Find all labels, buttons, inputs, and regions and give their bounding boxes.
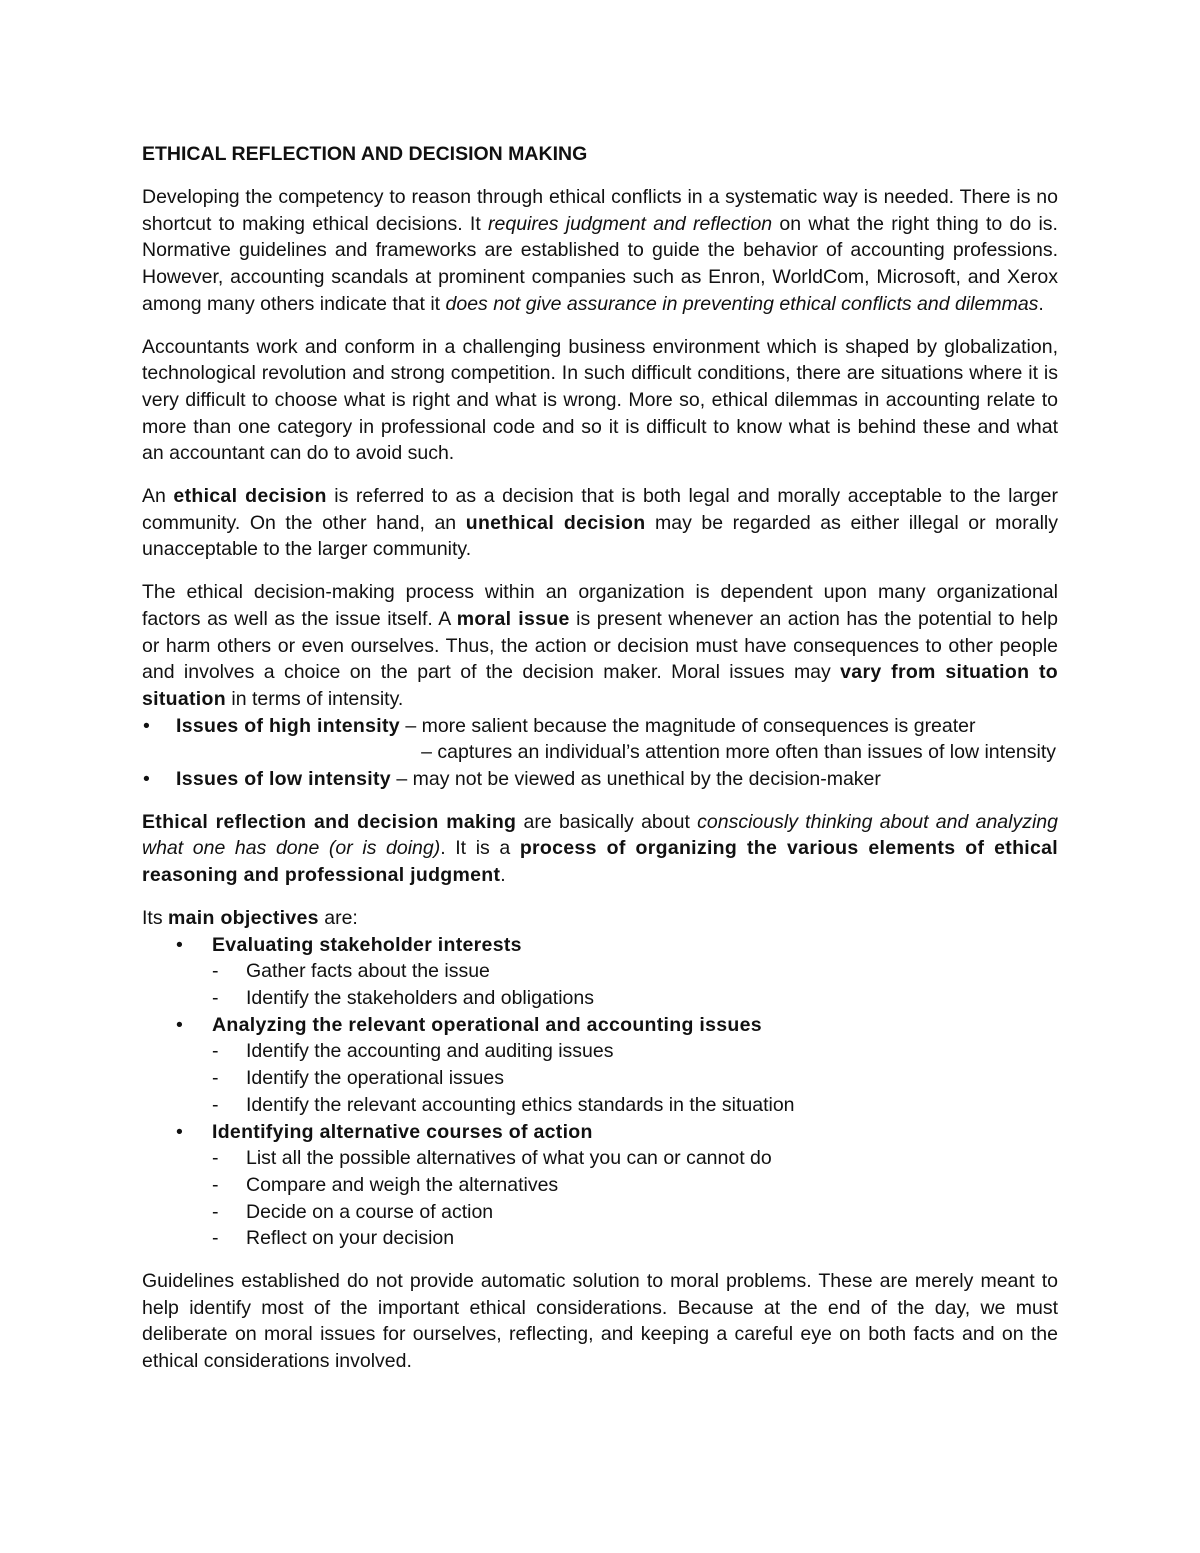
- text-run: .: [1038, 292, 1044, 315]
- document-title: ETHICAL REFLECTION AND DECISION MAKING: [142, 143, 588, 165]
- sub-item-text: Gather facts about the issue: [246, 960, 490, 983]
- objective-label: Identifying alternative courses of action: [212, 1120, 593, 1143]
- text-run: The ethical decision-making process within an organization is dependent upon many organizational factors as well as the issue itself. A: [142, 581, 1058, 630]
- bullet-icon: •: [143, 768, 150, 791]
- term-vary: vary from situation to situation: [142, 661, 1058, 710]
- term-low-intensity: Issues of low intensity: [176, 768, 391, 791]
- sub-item-text: Compare and weigh the alternatives: [246, 1173, 559, 1196]
- objective-item: [142, 1119, 1058, 1253]
- emphasis-run: requires judgment and reflection: [488, 212, 773, 235]
- sub-item: [212, 985, 1058, 1012]
- dash-icon: -: [212, 1227, 219, 1250]
- emphasis-run: consciously thinking about and analyzing what one has done (or is doing): [142, 810, 1058, 860]
- text-run: – may not be viewed as unethical by the decision-maker: [390, 768, 881, 791]
- text-run: .: [500, 864, 506, 887]
- dash-icon: -: [212, 1147, 219, 1170]
- text-run: on what the right thing to do is. Normative guidelines and frameworks are established to guide the behavior of accounting professions. However, accounting scandals at prominent companies such as Enron, WorldCom, Microsoft, and Xerox among many others indicate that it: [142, 212, 1058, 315]
- paragraph-intro: [142, 184, 1058, 318]
- dash-icon: -: [212, 986, 219, 1009]
- bullet-icon: •: [176, 1013, 183, 1036]
- term-process: process of organizing the various elements of ethical reasoning and professional judgment: [142, 837, 1059, 887]
- dash-icon: -: [212, 960, 219, 983]
- sub-item: [212, 1199, 1058, 1226]
- objective-item: [142, 932, 1058, 1012]
- emphasis-run: does not give assurance in preventing ethical conflicts and dilemmas: [445, 292, 1039, 315]
- list-item-low-intensity: [142, 766, 1058, 793]
- paragraph-ethical-decision: [142, 483, 1058, 563]
- text-run: are basically about: [516, 810, 698, 833]
- sub-item-text: Identify the relevant accounting ethics standards in the situation: [246, 1093, 795, 1116]
- objective-sublist: [212, 958, 1058, 1011]
- sub-item-text: Identify the operational issues: [246, 1067, 504, 1090]
- objective-sublist: [212, 1038, 1058, 1118]
- text-run: are:: [318, 906, 358, 929]
- sub-item-text: Identify the stakeholders and obligations: [246, 986, 594, 1009]
- objective-label: Evaluating stakeholder interests: [212, 933, 522, 956]
- term-moral-issue: moral issue: [456, 607, 570, 630]
- text-run: An: [142, 485, 174, 508]
- text-run: Its: [142, 906, 169, 929]
- sub-item: [212, 1092, 1058, 1119]
- sub-item: [212, 1225, 1058, 1252]
- text-run: is present whenever an action has the potential to help or harm others or even ourselves. Thus, the action or decision must have consequences to other people and involves a choice on the part of the decision maker. Moral issues may: [142, 607, 1059, 684]
- list-item-high-intensity: [142, 713, 1058, 766]
- sub-item-text: List all the possible alternatives of what you can or cannot do: [246, 1147, 772, 1170]
- objective-sublist: [212, 1145, 1058, 1252]
- sub-item-text: Reflect on your decision: [246, 1227, 455, 1250]
- dash-icon: -: [212, 1093, 219, 1116]
- sub-item-text: Identify the accounting and auditing issues: [246, 1040, 614, 1063]
- high-intensity-continuation: – captures an individual’s attention more often than issues of low intensity: [421, 741, 1056, 764]
- term-main-objectives: main objectives: [168, 906, 319, 929]
- bullet-icon: •: [176, 1120, 183, 1143]
- sub-item: [212, 1172, 1058, 1199]
- objective-item: [142, 1012, 1058, 1119]
- intensity-list: [142, 713, 1058, 793]
- term-unethical-decision: unethical decision: [465, 511, 646, 534]
- paragraph-environment: Accountants work and conform in a challenging business environment which is shaped by globalization, technological revolution and strong competition. In such difficult conditions, there are situations where it is very difficult to choose what is right and what is wrong. More so, ethical dilemmas in accounting relate to more than one category in professional code and so it is difficult to know what is behind these and what an accountant can do to avoid such.: [142, 335, 1058, 465]
- text-run: Developing the competency to reason through ethical conflicts in a systematic way is needed. There is no shortcut to making ethical decisions. It: [142, 186, 1058, 235]
- term-reflection: Ethical reflection and decision making: [142, 810, 517, 833]
- paragraph-moral-issue: [142, 579, 1058, 713]
- text-run: is referred to as a decision that is both legal and morally acceptable to the larger community. On the other hand, an: [142, 485, 1058, 534]
- term-ethical-decision: ethical decision: [173, 485, 327, 508]
- objectives-list: [142, 932, 1058, 1252]
- sub-item-text: Decide on a course of action: [246, 1200, 494, 1223]
- bullet-icon: •: [143, 714, 150, 737]
- text-run: – more salient because the magnitude of consequences is greater: [399, 714, 976, 737]
- paragraph-reflection: [142, 809, 1058, 889]
- term-high-intensity: Issues of high intensity: [176, 714, 400, 737]
- bullet-icon: •: [176, 933, 183, 956]
- text-run: in terms of intensity.: [225, 687, 404, 710]
- dash-icon: -: [212, 1200, 219, 1223]
- dash-icon: -: [212, 1067, 219, 1090]
- document-page: [142, 140, 1058, 1391]
- text-run: may be regarded as either illegal or morally unacceptable to the larger community.: [142, 511, 1058, 561]
- dash-icon: -: [212, 1040, 219, 1063]
- paragraph-guidelines: Guidelines established do not provide automatic solution to moral problems. These are merely meant to help identify most of the important ethical considerations. Because at the end of the day, we must deliberate on moral issues for ourselves, reflecting, and keeping a careful eye on both facts and on the ethical considerations involved.: [142, 1270, 1058, 1373]
- sub-item: [212, 1038, 1058, 1065]
- text-run: . It is a: [440, 837, 520, 860]
- objectives-intro: [142, 905, 1058, 932]
- objective-label: Analyzing the relevant operational and accounting issues: [212, 1013, 762, 1036]
- sub-item: [212, 1145, 1058, 1172]
- sub-item: [212, 1065, 1058, 1092]
- sub-item: [212, 958, 1058, 985]
- dash-icon: -: [212, 1173, 219, 1196]
